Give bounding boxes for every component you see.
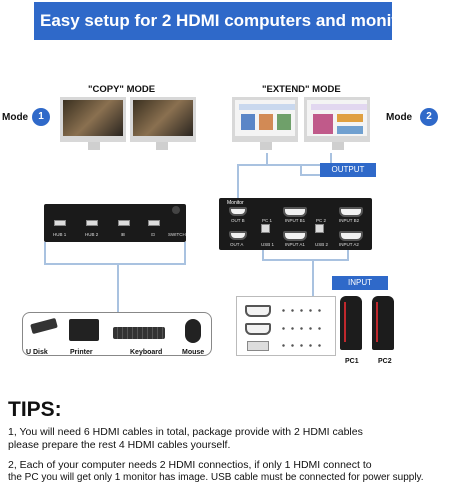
extend-mode-title: "EXTEND" MODE (262, 84, 341, 95)
hdmi-port (229, 231, 247, 240)
mouse-icon (185, 319, 201, 343)
connector-line (312, 260, 314, 296)
port-label: OUT B (231, 218, 245, 223)
pc2-icon (372, 296, 394, 350)
output-tag: OUTPUT (320, 163, 376, 177)
connector-line (237, 164, 332, 166)
monitor-label: Monitor (227, 200, 244, 206)
hdmi-port (283, 207, 307, 217)
kvm-back-panel (219, 198, 372, 250)
mode-2-badge: 2 (420, 108, 438, 126)
hdmi-port (339, 231, 363, 241)
mode-2-label: Mode (386, 112, 413, 123)
tip-2-line-2: the PC you will get only 1 monitor has image. USB cable must be connected for power supply. (8, 472, 424, 483)
port-label: INPUT B2 (339, 218, 360, 223)
monitor-copy-2 (130, 97, 196, 142)
front-port-label: ⊡ (151, 232, 155, 237)
connector-line (184, 242, 186, 264)
connector-line (262, 259, 349, 261)
connector-line (44, 242, 46, 264)
hdmi-connector-icon (245, 305, 271, 317)
connector-line (300, 164, 302, 174)
connector-line (44, 263, 186, 265)
hdmi-connector-icon (245, 323, 271, 335)
monitor-stand (88, 142, 100, 150)
monitor-stand (332, 142, 344, 150)
hdmi-port (283, 231, 307, 241)
front-port-label: ⊞ (121, 232, 125, 237)
usb-port (86, 220, 98, 226)
switch-button[interactable] (172, 206, 180, 214)
kvm-front-panel (44, 204, 186, 242)
input-tag: INPUT (332, 276, 388, 290)
port-label: INPUT A2 (339, 242, 359, 247)
peripheral-label: Mouse (182, 349, 205, 356)
port-label: INPUT B1 (285, 218, 306, 223)
dotted-line (279, 344, 325, 347)
monitor-stand (260, 142, 272, 150)
pc1-icon (340, 296, 362, 350)
monitor-copy-1 (60, 97, 126, 142)
port-label: INPUT A1 (285, 242, 305, 247)
banner (34, 2, 424, 40)
connector-line (117, 264, 119, 312)
monitor-extend-2 (304, 97, 370, 142)
port-label: USB 2 (315, 242, 329, 247)
dotted-line (279, 327, 325, 330)
hdmi-port (229, 207, 247, 216)
copy-mode-title: "COPY" MODE (88, 84, 156, 95)
peripheral-label: U Disk (26, 349, 48, 356)
tips-title: TIPS: (8, 398, 62, 421)
usb-port (54, 220, 66, 226)
tip-1-line-1: 1, You will need 6 HDMI cables in total, package provide with 2 HDMI cables (8, 426, 363, 438)
hdmi-port (339, 207, 363, 217)
printer-icon (69, 319, 99, 341)
port-label: PC 2 (316, 218, 327, 223)
usb-b-port (315, 224, 324, 233)
peripheral-label: Keyboard (130, 349, 163, 356)
usb-connector-icon (247, 341, 269, 351)
port-label: OUT A (230, 242, 244, 247)
keyboard-icon (113, 327, 165, 339)
usb-port (118, 220, 130, 226)
usb-disk-icon (30, 318, 58, 334)
port-label: USB 1 (261, 242, 275, 247)
copy-mode-monitors (60, 97, 198, 155)
front-port-label: HUB 2 (85, 232, 99, 237)
monitor-stand (156, 142, 168, 150)
mode-1-label: Mode (2, 112, 29, 123)
front-port-label: HUB 1 (53, 232, 67, 237)
extend-mode-monitors (232, 97, 372, 155)
monitor-extend-1 (232, 97, 298, 142)
peripheral-label: Printer (70, 349, 93, 356)
input-cables-box (236, 296, 336, 356)
banner-title: Easy setup for 2 HDMI computers and monitors (40, 11, 424, 30)
port-label: PC 1 (262, 218, 273, 223)
usb-b-port (261, 224, 270, 233)
tip-2-line-1: 2, Each of your computer needs 2 HDMI connectios, if only 1 HDMI connect to (8, 459, 372, 471)
tip-1-line-2: please prepare the rest 4 HDMI cables yourself. (8, 439, 231, 451)
pc-label: PC2 (378, 358, 392, 365)
pc-label: PC1 (345, 358, 359, 365)
mode-1-badge: 1 (32, 108, 50, 126)
connector-line (300, 174, 320, 176)
usb-port (148, 220, 160, 226)
dotted-line (279, 309, 325, 312)
front-port-label: SWITCH (168, 232, 186, 237)
